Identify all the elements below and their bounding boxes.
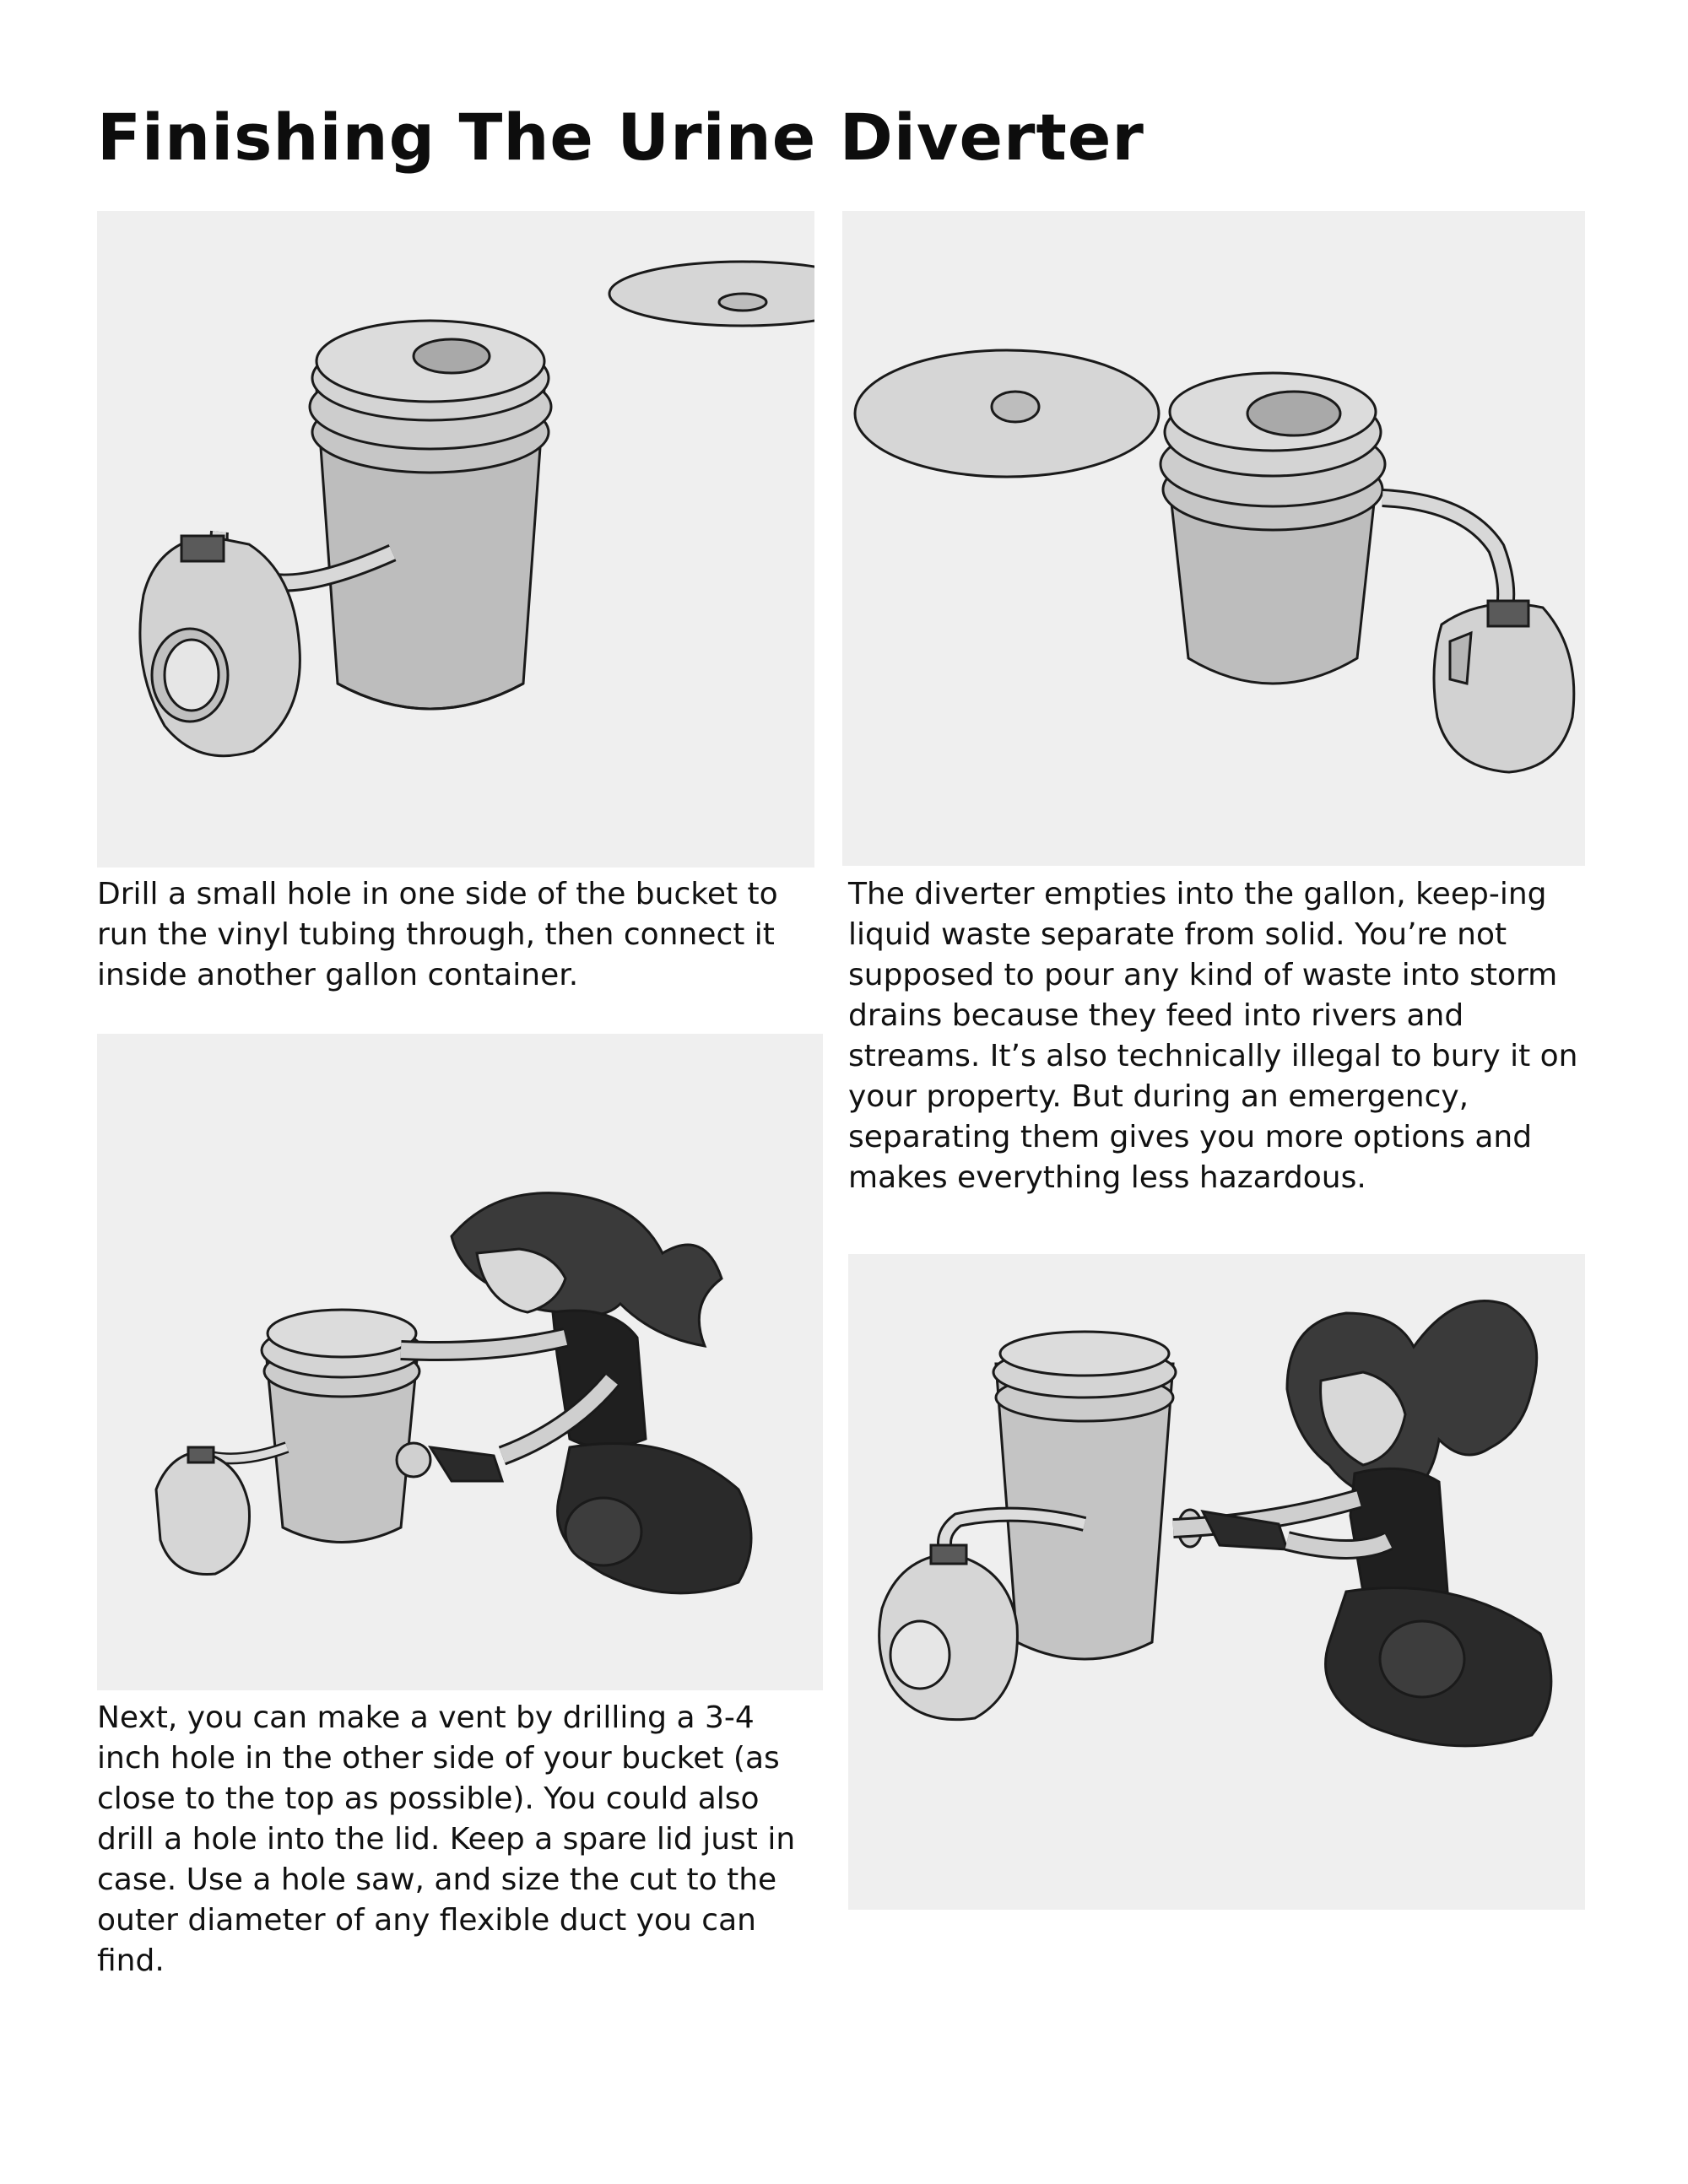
page-title: Finishing The Urine Diverter (97, 100, 1144, 175)
bucket-lid-jug-drawing (842, 211, 1585, 866)
woman-drilling-drawing (97, 1034, 823, 1690)
gallon-jug (1434, 604, 1574, 773)
top (1350, 1468, 1447, 1600)
gallon-jug (156, 1451, 250, 1575)
lid (609, 262, 814, 326)
illustration-bucket-lid-and-jug (842, 211, 1585, 866)
illustration-bucket-with-tube-and-jug (97, 211, 814, 868)
caption-panel-1: Drill a small hole in one side of the bucket to run the vinyl tubing through, then connect it inside another gallon container. (97, 877, 778, 992)
drill (430, 1447, 502, 1481)
bucket-tube-jug-drawing (97, 211, 814, 868)
caption-panel-2: The diverter empties into the gallon, keep-ing liquid waste separate from solid. You’re not supposed to pour any kind of waste into storm drains because they feed into rivers and streams. It’s also technically illegal to bury it on your property. But during an emergency, separating them gives you more options and makes everything less hazardous. (848, 877, 1578, 1195)
illustration-woman-drilling-bucket-front (848, 1254, 1585, 1910)
woman-drilling-front-drawing (848, 1254, 1585, 1910)
illustration-woman-drilling-bucket (97, 1034, 823, 1690)
caption-panel-3: Next, you can make a vent by drilling a 3-4 inch hole in the other side of your bucket (as close to the top as possible). You could also drill a hole into the lid. Keep a spare lid just in case. Use a hole saw, and size the cut to the outer diameter of any flexible duct you can find. (97, 1700, 796, 1978)
